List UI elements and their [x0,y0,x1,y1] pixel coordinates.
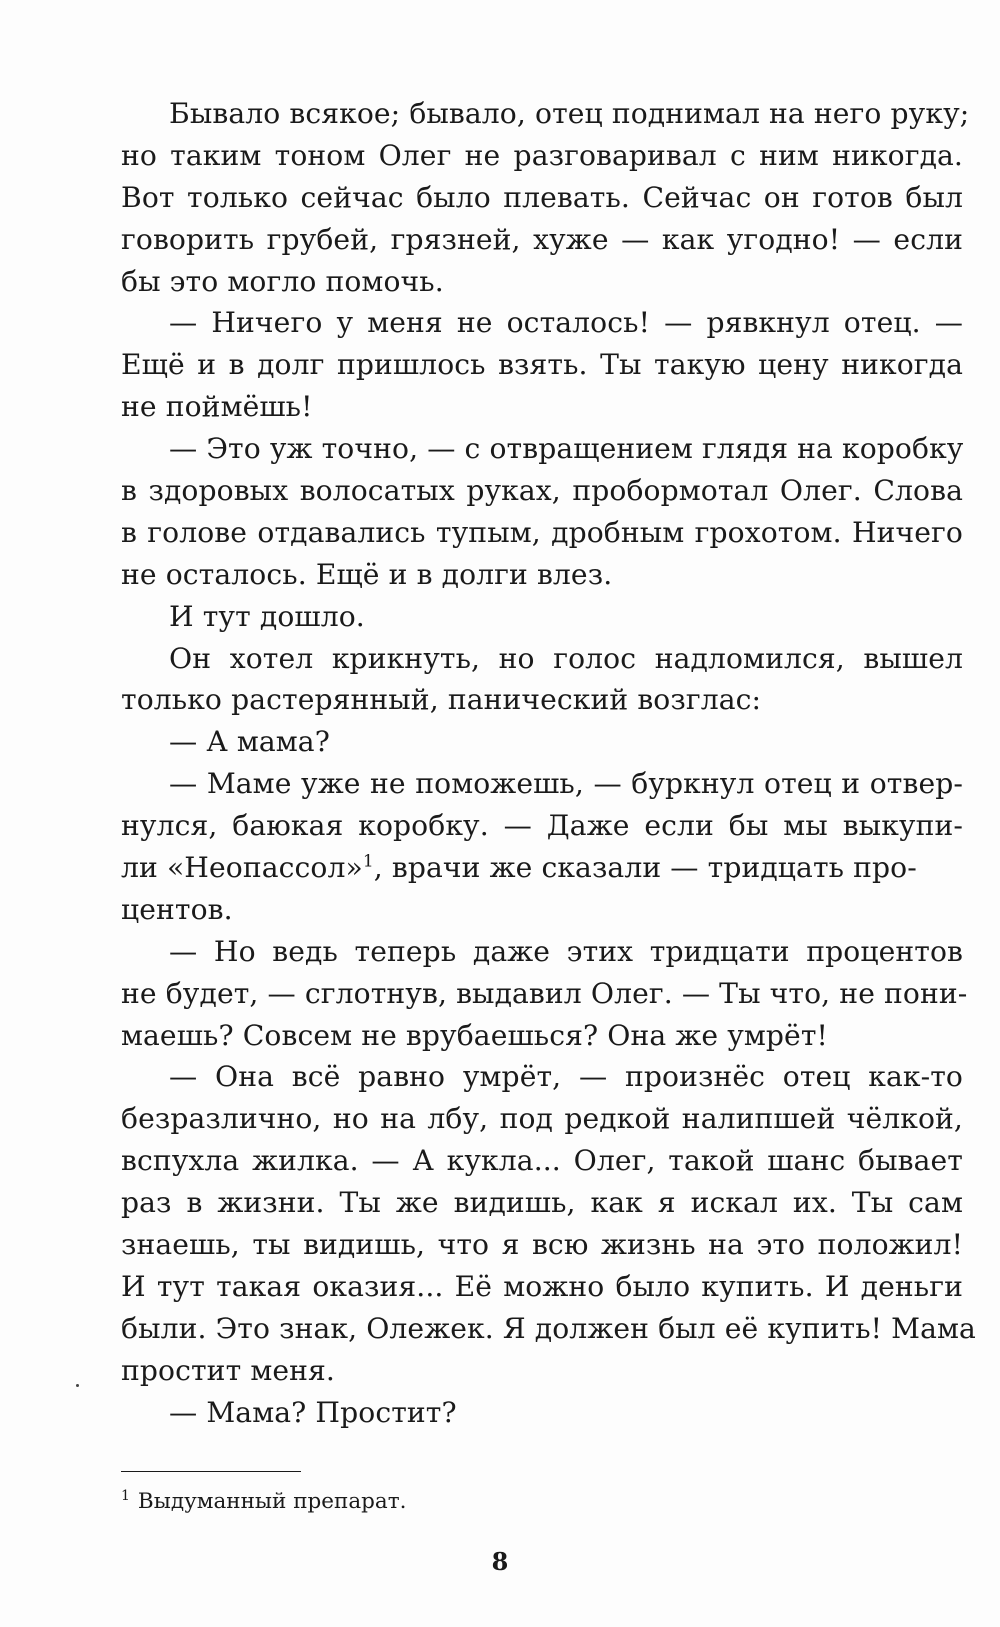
text-line: не поймёшь! [121,390,313,424]
text-line: бы это могло помочь. [121,264,444,298]
footnote [121,1487,406,1517]
text-line: — Она всё равно умрёт, — произнёс отец как-то [169,1060,963,1094]
scan-speck [76,1384,79,1387]
text-line: Вот только сейчас было плевать. Сейчас он готов был [121,180,963,214]
text-line: не будет, — сглотнув, выдавил Олег. — Ты что, не пони- [121,976,968,1010]
page-number: 8 [491,1547,509,1576]
text-line: маешь? Совсем не врубаешься? Она же умрёт! [121,1018,828,1052]
text-line: в голове отдавались тупым, дробным грохотом. Ничего [121,515,963,549]
text-line: Бывало всякое; бывало, отец поднимал на него руку; [169,97,970,130]
text-line: но таким тоном Олег не разговаривал с ним никогда. [121,138,963,172]
footnote-text: Выдуманный препарат. [137,1489,407,1514]
text-line: И тут дошло. [169,599,365,633]
text-line: в здоровых волосатых руках, пробормотал Олег. Слова [121,474,963,508]
text-line: простит меня. [121,1353,335,1387]
text-line: — Мама? Простит? [169,1395,457,1429]
text-line: вспухла жилка. — А кукла... Олег, такой шанс бывает [121,1144,963,1178]
text-line: раз в жизни. Ты же видишь, как я искал их. Ты сам [121,1186,963,1220]
text-line: знаешь, ты видишь, что я всю жизнь на это положил! [121,1228,963,1262]
text-line: говорить грубей, грязней, хуже — как угодно! — если [121,222,963,256]
text-line: Ещё и в долг пришлось взять. Ты такую цену никогда [121,348,963,382]
footnote-mark: 1 [121,1487,130,1504]
text-fragment: ли «Неопассол» [121,851,363,885]
text-line: — Это уж точно, — с отвращением глядя на коробку [169,432,964,466]
body-text [121,93,976,1434]
text-line: были. Это знак, Олежек. Я должен был её купить! Мама [121,1311,976,1345]
text-line: — Ничего у меня не осталось! — рявкнул отец. — [169,306,963,340]
text-line: И тут такая оказия... Её можно было купить. И деньги [121,1269,963,1303]
text-line: не осталось. Ещё и в долги влез. [121,557,613,591]
text-line: — Но ведь теперь даже этих тридцати процентов [169,934,963,968]
text-line: — А мама? [169,725,330,759]
text-line: центов. [121,892,233,926]
text-fragment: , врачи же сказали — тридцать про- [373,851,917,885]
text-line-with-footnote [121,847,963,889]
text-line: безразлично, но на лбу, под редкой налипшей чёлкой, [121,1102,963,1136]
text-line: Он хотел крикнуть, но голос надломился, вышел [169,641,963,675]
text-line: только растерянный, панический возглас: [121,683,762,717]
text-line: нулся, баюкая коробку. — Даже если бы мы выкупи- [121,809,963,843]
footnote-reference: 1 [362,851,374,872]
footnote-divider [121,1471,301,1472]
text-line: — Маме уже не поможешь, — буркнул отец и отвер- [169,767,963,801]
